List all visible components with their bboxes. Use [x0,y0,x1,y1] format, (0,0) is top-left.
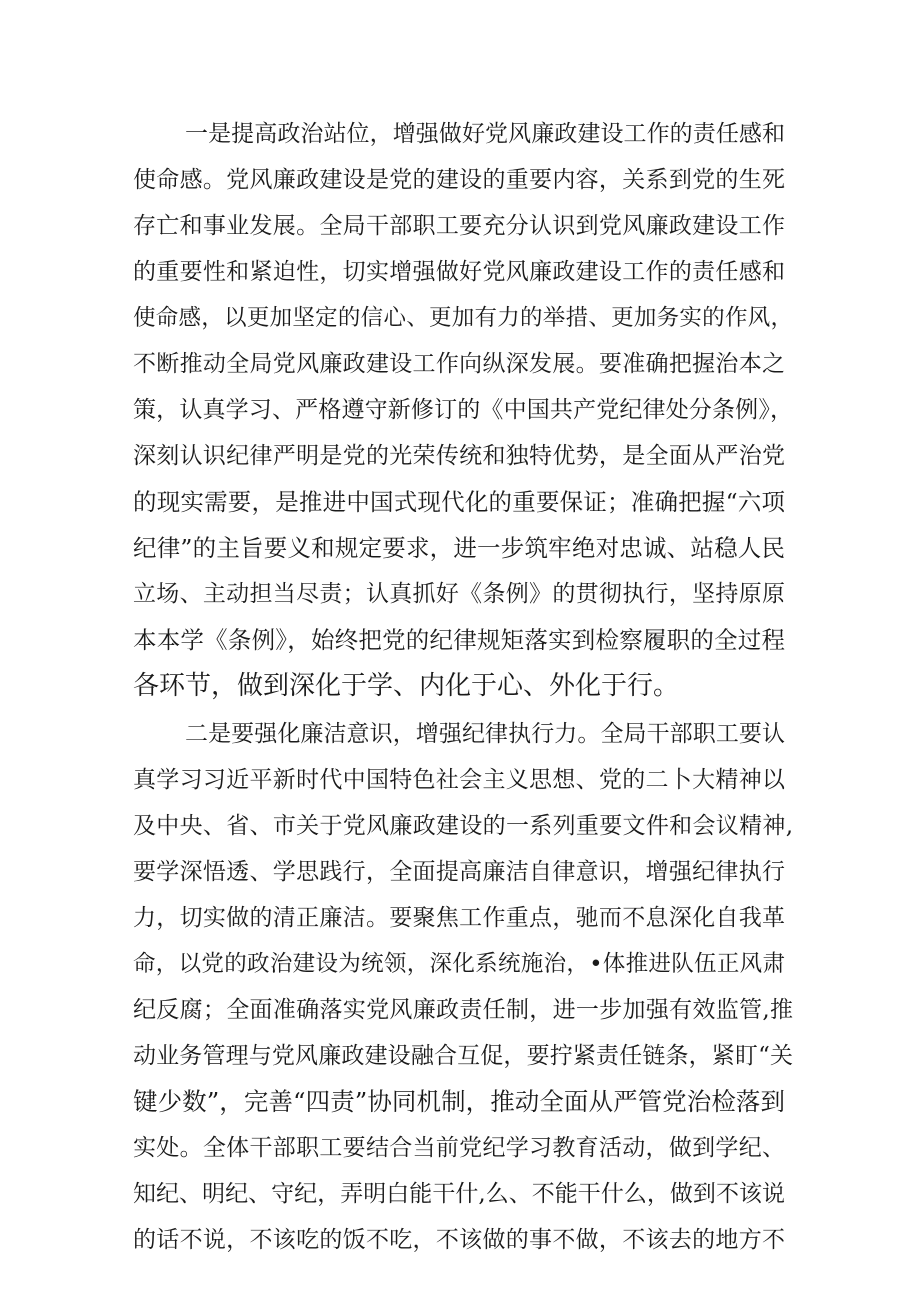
paragraph-1-line-12 [0,620,920,660]
paragraph-1-line-3 [0,206,920,246]
text-line: 键少数”，完善“四责”协同机制，推动全面从严管党治检落到 [133,1087,785,1116]
paragraph-1-line-7 [0,390,920,430]
paragraph-1-line-8 [0,436,920,476]
paragraph-1-line-13 [0,666,920,706]
text-line: 实处。全体干部职工要结合当前党纪学习教育活动，做到学纪、 [133,1135,785,1161]
text-line: 策，认真学习、严格遵守新修订的《中国共产党纪律处分条例》， [133,397,793,423]
text-line: 的话不说，不该吃的饭不吃，不该做的事不做，不该去的地方不 [133,1227,785,1253]
text-line: 本本学《条例》，始终把党的纪律规矩落实到检察履职的全过程 [133,626,785,654]
paragraph-1-line-9 [0,482,920,522]
text-line: 要学深悟透、学思践行，全面提高廉洁自律意识，增强纪律执行 [133,859,785,885]
text-line: 真学习习近平新时代中国特色社会主义思想、党的二卜大精神以 [133,767,785,793]
text-line: 知纪、明纪、守纪，弄明白能干什,么、不能干什么，做到不该说 [133,1181,785,1207]
text-line: 命，以党的政治建设为统领，深化系统施治，•体推进队伍正风肃 [133,951,785,977]
paragraph-1-line-6 [0,344,920,384]
paragraph-2-line-1 [0,714,920,754]
text-line: 一是提高政治站位，增强做好党风廉政建设工作的责任感和 [185,121,785,147]
text-line: 纪反腐；全面准确落实党风廉政责任制，进一步加强有效监管,推 [133,997,793,1023]
paragraph-2-line-11 [0,1174,920,1214]
paragraph-1-line-2 [0,160,920,200]
text-line: 及中央、省、市关于党风廉政建设的一系列重要文件和会议精神, [133,813,793,839]
paragraph-2-line-2 [0,760,920,800]
paragraph-2-line-8 [0,1036,920,1076]
paragraph-2-line-9 [0,1082,920,1122]
text-line: 的现实需要，是推进中国式现代化的重要保证；准确把握“六项 [133,488,785,516]
text-line: 深刻认识纪律严明是党的光荣传统和独特优势，是全面从严治党 [133,443,785,469]
paragraph-1-line-5 [0,298,920,338]
text-line: 使命感。党风廉政建设是党的建设的重要内容，关系到党的生死 [133,167,785,193]
text-line: 立场、主动担当尽责；认真抓好《条例》的贯彻执行，坚持原原 [133,581,785,607]
paragraph-2-line-6 [0,944,920,984]
paragraph-1-line-1 [0,114,920,154]
text-line: 力，切实做的清正廉洁。要聚焦工作重点，驰而不息深化自我革 [133,905,785,931]
paragraph-2-line-3 [0,806,920,846]
paragraph-2-line-5 [0,898,920,938]
text-line: 的重要性和紧迫性，切实增强做好党风廉政建设工作的责任感和 [133,259,785,285]
text-line: 不断推动全局党风廉政建设工作向纵深发展。要准确把握治本之 [133,351,785,377]
paragraph-2-line-12 [0,1220,920,1260]
text-line: 二是要强化廉洁意识，增强纪律执行力。全局干部职工要认 [185,721,785,747]
paragraph-1-line-11 [0,574,920,614]
paragraph-2-line-4 [0,852,920,892]
text-line: 使命感，以更加坚定的信心、更加有力的举措、更加务实的作风， [133,305,793,331]
text-line: 纪律”的主旨要义和规定要求，进一步筑牢绝对忠诚、站稳人民 [133,534,785,562]
paragraph-1-line-10 [0,528,920,568]
paragraph-2-line-7 [0,990,920,1030]
text-line: 存亡和事业发展。全局干部职工要充分认识到党风廉政建设工作 [133,213,785,239]
paragraph-1-line-4 [0,252,920,292]
text-line: 动业务管理与党风廉政建设融合互促，要拧紧责任链条，紧盯“关 [133,1043,793,1069]
paragraph-2-line-10 [0,1128,920,1168]
text-line-last: 各环节，做到深化于学、内化于心、外化于行。 [133,671,680,701]
